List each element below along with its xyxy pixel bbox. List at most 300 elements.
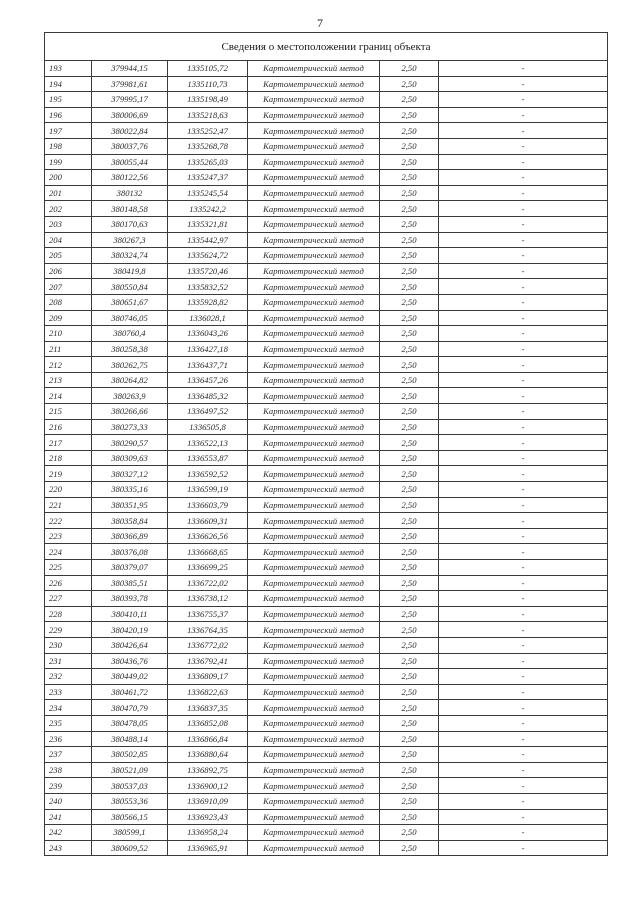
y-coordinate-cell: 1336609,31 bbox=[168, 513, 248, 529]
table-row bbox=[45, 107, 608, 123]
note-cell: - bbox=[439, 825, 608, 841]
table-row bbox=[45, 248, 608, 264]
note-cell: - bbox=[439, 700, 608, 716]
method-cell: Картометрический метод bbox=[248, 372, 380, 388]
x-coordinate-cell: 380393,78 bbox=[92, 591, 168, 607]
accuracy-cell: 2,50 bbox=[380, 825, 439, 841]
y-coordinate-cell: 1335442,97 bbox=[168, 232, 248, 248]
point-number-cell: 210 bbox=[45, 326, 92, 342]
table-row bbox=[45, 747, 608, 763]
accuracy-cell: 2,50 bbox=[380, 404, 439, 420]
method-cell: Картометрический метод bbox=[248, 107, 380, 123]
accuracy-cell: 2,50 bbox=[380, 591, 439, 607]
y-coordinate-cell: 1336772,02 bbox=[168, 637, 248, 653]
method-cell: Картометрический метод bbox=[248, 637, 380, 653]
point-number-cell: 217 bbox=[45, 435, 92, 451]
table-caption: Сведения о местоположении границ объекта bbox=[45, 33, 608, 61]
table-row bbox=[45, 123, 608, 139]
accuracy-cell: 2,50 bbox=[380, 170, 439, 186]
point-number-cell: 226 bbox=[45, 575, 92, 591]
method-cell: Картометрический метод bbox=[248, 404, 380, 420]
y-coordinate-cell: 1335928,82 bbox=[168, 294, 248, 310]
x-coordinate-cell: 380478,05 bbox=[92, 715, 168, 731]
table-row bbox=[45, 560, 608, 576]
accuracy-cell: 2,50 bbox=[380, 653, 439, 669]
y-coordinate-cell: 1336603,79 bbox=[168, 497, 248, 513]
point-number-cell: 229 bbox=[45, 622, 92, 638]
point-number-cell: 195 bbox=[45, 92, 92, 108]
y-coordinate-cell: 1336755,37 bbox=[168, 606, 248, 622]
table-row bbox=[45, 357, 608, 373]
x-coordinate-cell: 380022,84 bbox=[92, 123, 168, 139]
table-row bbox=[45, 528, 608, 544]
note-cell: - bbox=[439, 653, 608, 669]
table-row bbox=[45, 76, 608, 92]
table-row bbox=[45, 715, 608, 731]
point-number-cell: 193 bbox=[45, 61, 92, 77]
table-row bbox=[45, 263, 608, 279]
table-row bbox=[45, 310, 608, 326]
table-row bbox=[45, 450, 608, 466]
table-row bbox=[45, 232, 608, 248]
x-coordinate-cell: 380258,38 bbox=[92, 341, 168, 357]
table-row bbox=[45, 419, 608, 435]
accuracy-cell: 2,50 bbox=[380, 419, 439, 435]
method-cell: Картометрический метод bbox=[248, 793, 380, 809]
y-coordinate-cell: 1335265,03 bbox=[168, 154, 248, 170]
method-cell: Картометрический метод bbox=[248, 341, 380, 357]
note-cell: - bbox=[439, 92, 608, 108]
x-coordinate-cell: 380449,02 bbox=[92, 669, 168, 685]
table-row bbox=[45, 341, 608, 357]
note-cell: - bbox=[439, 793, 608, 809]
point-number-cell: 242 bbox=[45, 825, 92, 841]
note-cell: - bbox=[439, 185, 608, 201]
point-number-cell: 232 bbox=[45, 669, 92, 685]
method-cell: Картометрический метод bbox=[248, 825, 380, 841]
note-cell: - bbox=[439, 731, 608, 747]
y-coordinate-cell: 1335198,49 bbox=[168, 92, 248, 108]
note-cell: - bbox=[439, 466, 608, 482]
accuracy-cell: 2,50 bbox=[380, 466, 439, 482]
method-cell: Картометрический метод bbox=[248, 279, 380, 295]
note-cell: - bbox=[439, 388, 608, 404]
accuracy-cell: 2,50 bbox=[380, 684, 439, 700]
table-row bbox=[45, 294, 608, 310]
y-coordinate-cell: 1336028,1 bbox=[168, 310, 248, 326]
x-coordinate-cell: 380132 bbox=[92, 185, 168, 201]
method-cell: Картометрический метод bbox=[248, 622, 380, 638]
x-coordinate-cell: 379981,61 bbox=[92, 76, 168, 92]
x-coordinate-cell: 380599,1 bbox=[92, 825, 168, 841]
accuracy-cell: 2,50 bbox=[380, 248, 439, 264]
point-number-cell: 243 bbox=[45, 840, 92, 856]
table-row bbox=[45, 138, 608, 154]
x-coordinate-cell: 380488,14 bbox=[92, 731, 168, 747]
table-row bbox=[45, 482, 608, 498]
accuracy-cell: 2,50 bbox=[380, 294, 439, 310]
accuracy-cell: 2,50 bbox=[380, 388, 439, 404]
point-number-cell: 196 bbox=[45, 107, 92, 123]
note-cell: - bbox=[439, 154, 608, 170]
x-coordinate-cell: 380290,57 bbox=[92, 435, 168, 451]
table-row bbox=[45, 326, 608, 342]
x-coordinate-cell: 380436,76 bbox=[92, 653, 168, 669]
y-coordinate-cell: 1335218,63 bbox=[168, 107, 248, 123]
y-coordinate-cell: 1335720,46 bbox=[168, 263, 248, 279]
x-coordinate-cell: 380327,12 bbox=[92, 466, 168, 482]
y-coordinate-cell: 1336822,63 bbox=[168, 684, 248, 700]
x-coordinate-cell: 380746,05 bbox=[92, 310, 168, 326]
y-coordinate-cell: 1336043,26 bbox=[168, 326, 248, 342]
point-number-cell: 208 bbox=[45, 294, 92, 310]
accuracy-cell: 2,50 bbox=[380, 637, 439, 653]
point-number-cell: 194 bbox=[45, 76, 92, 92]
note-cell: - bbox=[439, 528, 608, 544]
y-coordinate-cell: 1336923,43 bbox=[168, 809, 248, 825]
accuracy-cell: 2,50 bbox=[380, 341, 439, 357]
note-cell: - bbox=[439, 622, 608, 638]
accuracy-cell: 2,50 bbox=[380, 731, 439, 747]
y-coordinate-cell: 1336592,52 bbox=[168, 466, 248, 482]
y-coordinate-cell: 1335321,81 bbox=[168, 216, 248, 232]
method-cell: Картометрический метод bbox=[248, 248, 380, 264]
accuracy-cell: 2,50 bbox=[380, 435, 439, 451]
point-number-cell: 222 bbox=[45, 513, 92, 529]
note-cell: - bbox=[439, 809, 608, 825]
note-cell: - bbox=[439, 201, 608, 217]
point-number-cell: 233 bbox=[45, 684, 92, 700]
x-coordinate-cell: 380410,11 bbox=[92, 606, 168, 622]
x-coordinate-cell: 380420,19 bbox=[92, 622, 168, 638]
x-coordinate-cell: 380470,79 bbox=[92, 700, 168, 716]
x-coordinate-cell: 380566,15 bbox=[92, 809, 168, 825]
y-coordinate-cell: 1335242,2 bbox=[168, 201, 248, 217]
accuracy-cell: 2,50 bbox=[380, 357, 439, 373]
accuracy-cell: 2,50 bbox=[380, 76, 439, 92]
table-row bbox=[45, 154, 608, 170]
table-row bbox=[45, 809, 608, 825]
point-number-cell: 203 bbox=[45, 216, 92, 232]
table-row bbox=[45, 170, 608, 186]
point-number-cell: 227 bbox=[45, 591, 92, 607]
y-coordinate-cell: 1336457,26 bbox=[168, 372, 248, 388]
x-coordinate-cell: 380502,85 bbox=[92, 747, 168, 763]
point-number-cell: 237 bbox=[45, 747, 92, 763]
table-row bbox=[45, 185, 608, 201]
table-body bbox=[45, 61, 608, 856]
point-number-cell: 240 bbox=[45, 793, 92, 809]
x-coordinate-cell: 380148,58 bbox=[92, 201, 168, 217]
note-cell: - bbox=[439, 138, 608, 154]
method-cell: Картометрический метод bbox=[248, 263, 380, 279]
accuracy-cell: 2,50 bbox=[380, 560, 439, 576]
table-row bbox=[45, 622, 608, 638]
note-cell: - bbox=[439, 840, 608, 856]
note-cell: - bbox=[439, 372, 608, 388]
accuracy-cell: 2,50 bbox=[380, 450, 439, 466]
x-coordinate-cell: 380267,3 bbox=[92, 232, 168, 248]
note-cell: - bbox=[439, 404, 608, 420]
x-coordinate-cell: 380521,09 bbox=[92, 762, 168, 778]
table-row bbox=[45, 669, 608, 685]
method-cell: Картометрический метод bbox=[248, 778, 380, 794]
note-cell: - bbox=[439, 61, 608, 77]
table-row bbox=[45, 92, 608, 108]
x-coordinate-cell: 380006,69 bbox=[92, 107, 168, 123]
y-coordinate-cell: 1335624,72 bbox=[168, 248, 248, 264]
point-number-cell: 234 bbox=[45, 700, 92, 716]
point-number-cell: 206 bbox=[45, 263, 92, 279]
note-cell: - bbox=[439, 248, 608, 264]
x-coordinate-cell: 380609,52 bbox=[92, 840, 168, 856]
method-cell: Картометрический метод bbox=[248, 513, 380, 529]
table-row bbox=[45, 388, 608, 404]
x-coordinate-cell: 380651,67 bbox=[92, 294, 168, 310]
note-cell: - bbox=[439, 357, 608, 373]
method-cell: Картометрический метод bbox=[248, 154, 380, 170]
y-coordinate-cell: 1336900,12 bbox=[168, 778, 248, 794]
table-row bbox=[45, 575, 608, 591]
table-row bbox=[45, 591, 608, 607]
x-coordinate-cell: 380037,76 bbox=[92, 138, 168, 154]
note-cell: - bbox=[439, 482, 608, 498]
method-cell: Картометрический метод bbox=[248, 700, 380, 716]
note-cell: - bbox=[439, 591, 608, 607]
method-cell: Картометрический метод bbox=[248, 669, 380, 685]
x-coordinate-cell: 379995,17 bbox=[92, 92, 168, 108]
point-number-cell: 236 bbox=[45, 731, 92, 747]
y-coordinate-cell: 1335245,54 bbox=[168, 185, 248, 201]
x-coordinate-cell: 380264,82 bbox=[92, 372, 168, 388]
accuracy-cell: 2,50 bbox=[380, 232, 439, 248]
accuracy-cell: 2,50 bbox=[380, 154, 439, 170]
accuracy-cell: 2,50 bbox=[380, 747, 439, 763]
x-coordinate-cell: 380537,03 bbox=[92, 778, 168, 794]
point-number-cell: 231 bbox=[45, 653, 92, 669]
y-coordinate-cell: 1336892,75 bbox=[168, 762, 248, 778]
accuracy-cell: 2,50 bbox=[380, 92, 439, 108]
point-number-cell: 241 bbox=[45, 809, 92, 825]
method-cell: Картометрический метод bbox=[248, 138, 380, 154]
y-coordinate-cell: 1336722,02 bbox=[168, 575, 248, 591]
point-number-cell: 216 bbox=[45, 419, 92, 435]
accuracy-cell: 2,50 bbox=[380, 840, 439, 856]
table-row bbox=[45, 731, 608, 747]
y-coordinate-cell: 1336699,25 bbox=[168, 560, 248, 576]
y-coordinate-cell: 1336880,64 bbox=[168, 747, 248, 763]
method-cell: Картометрический метод bbox=[248, 497, 380, 513]
accuracy-cell: 2,50 bbox=[380, 263, 439, 279]
table-row bbox=[45, 778, 608, 794]
note-cell: - bbox=[439, 326, 608, 342]
accuracy-cell: 2,50 bbox=[380, 669, 439, 685]
accuracy-cell: 2,50 bbox=[380, 793, 439, 809]
accuracy-cell: 2,50 bbox=[380, 700, 439, 716]
note-cell: - bbox=[439, 747, 608, 763]
method-cell: Картометрический метод bbox=[248, 840, 380, 856]
y-coordinate-cell: 1335110,73 bbox=[168, 76, 248, 92]
point-number-cell: 228 bbox=[45, 606, 92, 622]
x-coordinate-cell: 380553,36 bbox=[92, 793, 168, 809]
point-number-cell: 215 bbox=[45, 404, 92, 420]
y-coordinate-cell: 1336485,32 bbox=[168, 388, 248, 404]
note-cell: - bbox=[439, 294, 608, 310]
y-coordinate-cell: 1336522,13 bbox=[168, 435, 248, 451]
page-number: 7 bbox=[317, 16, 323, 30]
note-cell: - bbox=[439, 216, 608, 232]
method-cell: Картометрический метод bbox=[248, 606, 380, 622]
x-coordinate-cell: 380550,84 bbox=[92, 279, 168, 295]
point-number-cell: 224 bbox=[45, 544, 92, 560]
method-cell: Картометрический метод bbox=[248, 809, 380, 825]
point-number-cell: 205 bbox=[45, 248, 92, 264]
point-number-cell: 230 bbox=[45, 637, 92, 653]
point-number-cell: 209 bbox=[45, 310, 92, 326]
note-cell: - bbox=[439, 279, 608, 295]
point-number-cell: 213 bbox=[45, 372, 92, 388]
accuracy-cell: 2,50 bbox=[380, 123, 439, 139]
method-cell: Картометрический метод bbox=[248, 528, 380, 544]
accuracy-cell: 2,50 bbox=[380, 715, 439, 731]
method-cell: Картометрический метод bbox=[248, 731, 380, 747]
accuracy-cell: 2,50 bbox=[380, 216, 439, 232]
y-coordinate-cell: 1336910,09 bbox=[168, 793, 248, 809]
accuracy-cell: 2,50 bbox=[380, 107, 439, 123]
x-coordinate-cell: 380309,63 bbox=[92, 450, 168, 466]
table-row bbox=[45, 637, 608, 653]
accuracy-cell: 2,50 bbox=[380, 544, 439, 560]
accuracy-cell: 2,50 bbox=[380, 201, 439, 217]
y-coordinate-cell: 1336764,35 bbox=[168, 622, 248, 638]
x-coordinate-cell: 380122,56 bbox=[92, 170, 168, 186]
point-number-cell: 212 bbox=[45, 357, 92, 373]
table-row bbox=[45, 606, 608, 622]
note-cell: - bbox=[439, 170, 608, 186]
y-coordinate-cell: 1336958,24 bbox=[168, 825, 248, 841]
point-number-cell: 200 bbox=[45, 170, 92, 186]
method-cell: Картометрический метод bbox=[248, 544, 380, 560]
note-cell: - bbox=[439, 263, 608, 279]
point-number-cell: 201 bbox=[45, 185, 92, 201]
y-coordinate-cell: 1336437,71 bbox=[168, 357, 248, 373]
method-cell: Картометрический метод bbox=[248, 170, 380, 186]
accuracy-cell: 2,50 bbox=[380, 279, 439, 295]
note-cell: - bbox=[439, 684, 608, 700]
point-number-cell: 238 bbox=[45, 762, 92, 778]
note-cell: - bbox=[439, 310, 608, 326]
point-number-cell: 235 bbox=[45, 715, 92, 731]
table-row bbox=[45, 653, 608, 669]
accuracy-cell: 2,50 bbox=[380, 622, 439, 638]
x-coordinate-cell: 380170,63 bbox=[92, 216, 168, 232]
note-cell: - bbox=[439, 715, 608, 731]
x-coordinate-cell: 380262,75 bbox=[92, 357, 168, 373]
note-cell: - bbox=[439, 341, 608, 357]
note-cell: - bbox=[439, 419, 608, 435]
accuracy-cell: 2,50 bbox=[380, 326, 439, 342]
x-coordinate-cell: 380419,8 bbox=[92, 263, 168, 279]
y-coordinate-cell: 1336852,08 bbox=[168, 715, 248, 731]
note-cell: - bbox=[439, 450, 608, 466]
accuracy-cell: 2,50 bbox=[380, 809, 439, 825]
note-cell: - bbox=[439, 669, 608, 685]
method-cell: Картометрический метод bbox=[248, 466, 380, 482]
x-coordinate-cell: 380379,07 bbox=[92, 560, 168, 576]
accuracy-cell: 2,50 bbox=[380, 606, 439, 622]
method-cell: Картометрический метод bbox=[248, 216, 380, 232]
note-cell: - bbox=[439, 497, 608, 513]
note-cell: - bbox=[439, 107, 608, 123]
x-coordinate-cell: 380273,33 bbox=[92, 419, 168, 435]
method-cell: Картометрический метод bbox=[248, 747, 380, 763]
x-coordinate-cell: 380760,4 bbox=[92, 326, 168, 342]
x-coordinate-cell: 380426,64 bbox=[92, 637, 168, 653]
y-coordinate-cell: 1336427,18 bbox=[168, 341, 248, 357]
table-row bbox=[45, 513, 608, 529]
note-cell: - bbox=[439, 232, 608, 248]
point-number-cell: 204 bbox=[45, 232, 92, 248]
method-cell: Картометрический метод bbox=[248, 762, 380, 778]
x-coordinate-cell: 380385,51 bbox=[92, 575, 168, 591]
note-cell: - bbox=[439, 123, 608, 139]
table-row bbox=[45, 201, 608, 217]
method-cell: Картометрический метод bbox=[248, 294, 380, 310]
note-cell: - bbox=[439, 76, 608, 92]
y-coordinate-cell: 1336837,35 bbox=[168, 700, 248, 716]
table-row bbox=[45, 684, 608, 700]
note-cell: - bbox=[439, 435, 608, 451]
note-cell: - bbox=[439, 637, 608, 653]
accuracy-cell: 2,50 bbox=[380, 185, 439, 201]
x-coordinate-cell: 380358,84 bbox=[92, 513, 168, 529]
table-row bbox=[45, 700, 608, 716]
method-cell: Картометрический метод bbox=[248, 310, 380, 326]
table-row bbox=[45, 762, 608, 778]
point-number-cell: 197 bbox=[45, 123, 92, 139]
point-number-cell: 211 bbox=[45, 341, 92, 357]
y-coordinate-cell: 1336866,84 bbox=[168, 731, 248, 747]
table-row bbox=[45, 825, 608, 841]
method-cell: Картометрический метод bbox=[248, 715, 380, 731]
x-coordinate-cell: 380351,95 bbox=[92, 497, 168, 513]
method-cell: Картометрический метод bbox=[248, 61, 380, 77]
point-number-cell: 198 bbox=[45, 138, 92, 154]
table-row bbox=[45, 544, 608, 560]
y-coordinate-cell: 1336599,19 bbox=[168, 482, 248, 498]
table-row bbox=[45, 372, 608, 388]
table-row bbox=[45, 435, 608, 451]
accuracy-cell: 2,50 bbox=[380, 61, 439, 77]
point-number-cell: 219 bbox=[45, 466, 92, 482]
accuracy-cell: 2,50 bbox=[380, 513, 439, 529]
table-row bbox=[45, 216, 608, 232]
method-cell: Картометрический метод bbox=[248, 435, 380, 451]
accuracy-cell: 2,50 bbox=[380, 778, 439, 794]
note-cell: - bbox=[439, 544, 608, 560]
x-coordinate-cell: 380324,74 bbox=[92, 248, 168, 264]
table-row bbox=[45, 793, 608, 809]
point-number-cell: 218 bbox=[45, 450, 92, 466]
accuracy-cell: 2,50 bbox=[380, 575, 439, 591]
method-cell: Картометрический метод bbox=[248, 575, 380, 591]
note-cell: - bbox=[439, 606, 608, 622]
note-cell: - bbox=[439, 762, 608, 778]
x-coordinate-cell: 380366,89 bbox=[92, 528, 168, 544]
y-coordinate-cell: 1336738,12 bbox=[168, 591, 248, 607]
accuracy-cell: 2,50 bbox=[380, 482, 439, 498]
accuracy-cell: 2,50 bbox=[380, 528, 439, 544]
